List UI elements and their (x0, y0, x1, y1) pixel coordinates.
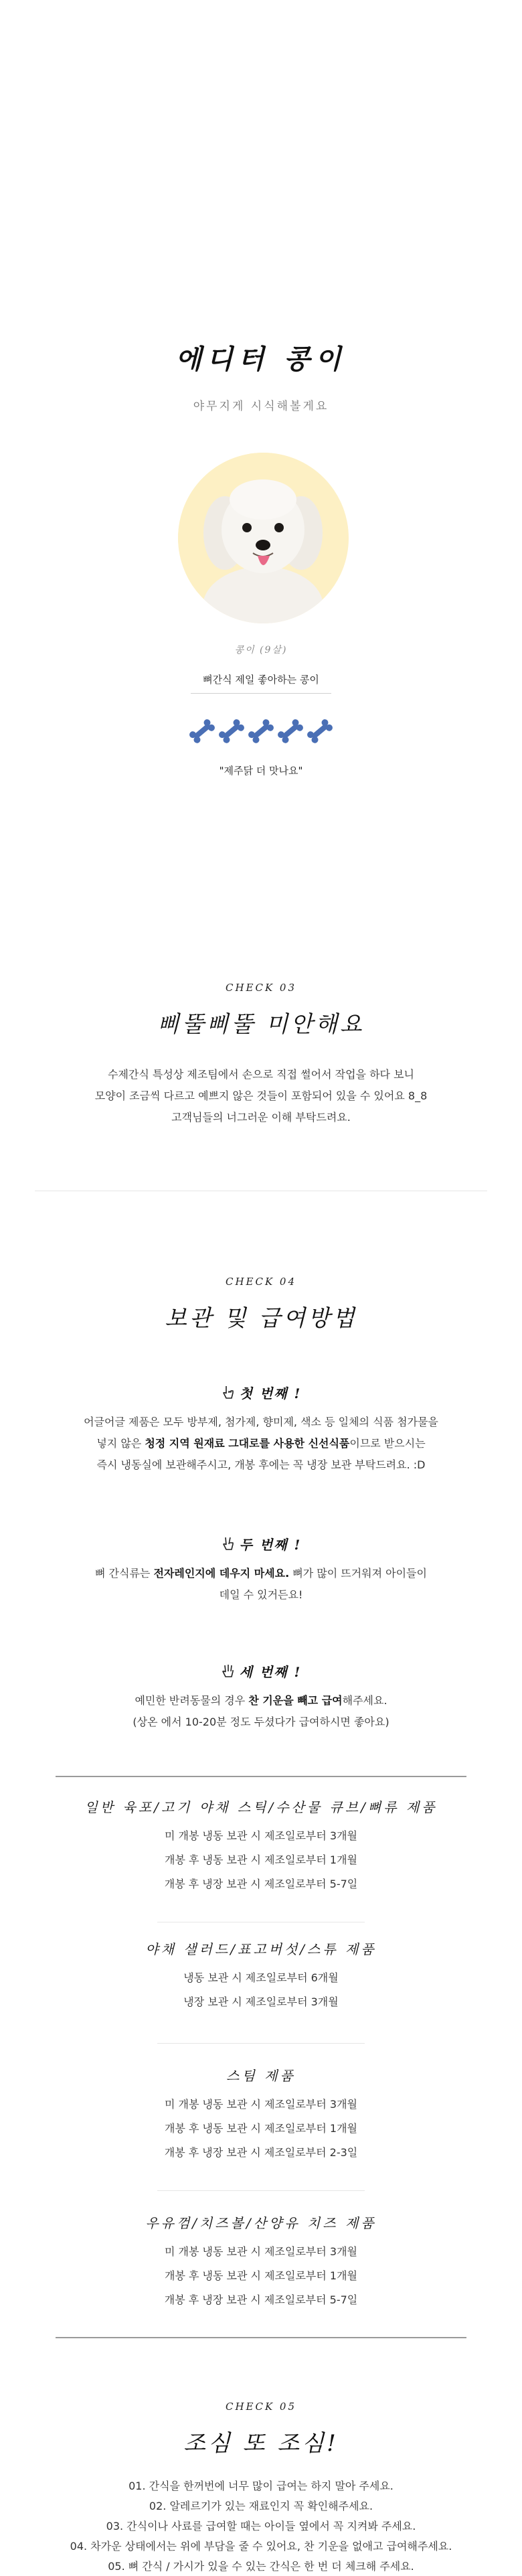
storage-divider (157, 2190, 365, 2191)
storage-line: 미 개봉 냉동 보관 시 제조일로부터 3개월 (165, 1829, 357, 1842)
dog-description: 뼈간식 제일 좋아하는 콩이 (191, 672, 331, 694)
storage-line: 개봉 후 냉동 보관 시 제조일로부터 1개월 (165, 2122, 357, 2135)
storage-line: 개봉 후 냉동 보관 시 제조일로부터 1개월 (165, 1853, 357, 1866)
storage-group (0, 1939, 522, 2014)
caution-line: 03. 간식이나 사료를 급여할 때는 아이들 옆에서 꼭 지켜봐 주세요. (106, 2520, 416, 2532)
step-title: 두 번째 ! (0, 1534, 522, 1554)
bone-rating (0, 716, 522, 746)
storage-title: 스팀 제품 (226, 2068, 296, 2084)
check05-section (0, 2401, 522, 2576)
step-title: 세 번째 ! (0, 1661, 522, 1681)
check03-line: 모양이 조금씩 다르고 예쁘지 않은 것들이 포함되어 있을 수 있어요 8_8 (94, 1089, 428, 1102)
storage-line: 개봉 후 냉장 보관 시 제조일로부터 5-7일 (164, 1878, 358, 1890)
three-fingers-hand-icon (221, 1663, 236, 1679)
editor-section (0, 338, 522, 413)
storage-title: 일반 육포/고기 야채 스틱/수산물 큐브/뼈류 제품 (84, 1799, 438, 1815)
check05-label: CHECK 05 (225, 2401, 297, 2413)
storage-group (0, 2212, 522, 2312)
step-2-body: 뼈 간식류는 전자레인지에 데우지 마세요. 뼈가 많이 뜨거워져 아이들이 데일 수 있거든요! (95, 1567, 427, 1601)
check03-line: 고객님들의 너그러운 이해 부탁드려요. (171, 1111, 351, 1124)
storage-line: 개봉 후 냉장 보관 시 제조일로부터 5-7일 (164, 2293, 358, 2306)
bone-icon (277, 716, 304, 746)
dog-name: 콩이 (9살) (234, 645, 288, 656)
check03-line: 수제간식 특성상 제조팀에서 손으로 직접 썰어서 작업을 하다 보니 (107, 1068, 414, 1081)
storage-title: 우유껌/치즈볼/산양유 치즈 제품 (145, 2215, 377, 2231)
check04-title: 보관 및 급여방법 (165, 1305, 357, 1332)
check05-title: 조심 또 조심! (183, 2430, 339, 2457)
check04-section (0, 1276, 522, 1333)
dog-quote: "제주닭 더 맛나요" (219, 765, 303, 777)
dog-avatar (178, 453, 349, 623)
bone-icon (248, 716, 274, 746)
step-1-body: 어글어글 제품은 모두 방부제, 첨가제, 향미제, 색소 등 일체의 식품 첨가물을 넣지 않은 청정 지역 원재료 그대로를 사용한 신선식품이므로 받으시는 즉시 냉동실에 보관해주시고, 개봉 후에는 꼭 냉장 보관 부탁드려요. :D (84, 1416, 438, 1471)
caution-line: 02. 알레르기가 있는 재료인지 꼭 확인해주세요. (149, 2500, 373, 2512)
check03-label: CHECK 03 (225, 982, 297, 994)
step-title: 첫 번째 ! (0, 1383, 522, 1402)
editor-subtitle: 야무지게 시식해볼게요 (193, 400, 329, 413)
bone-icon (189, 716, 215, 746)
check03-section (0, 982, 522, 1128)
peace-hand-icon (221, 1536, 236, 1552)
check04-label: CHECK 04 (225, 1276, 297, 1288)
storage-group (0, 2065, 522, 2165)
storage-top-rule (56, 1776, 466, 1777)
storage-divider (157, 2043, 365, 2044)
check05-body (0, 2476, 522, 2576)
storage-group (0, 1797, 522, 1896)
step-3-body: 예민한 반려동물의 경우 찬 기운을 빼고 급여해주세요. (상온 에서 10-20분 정도 두셨다가 급여하시면 좋아요) (133, 1694, 389, 1728)
storage-title: 야채 샐러드/표고버섯/스튜 제품 (145, 1941, 377, 1957)
check03-body (0, 1064, 522, 1128)
step-3 (0, 1661, 522, 1733)
step-2 (0, 1534, 522, 1606)
editor-title: 에디터 콩이 (175, 344, 347, 375)
caution-line: 04. 차가운 상태에서는 위에 부담을 줄 수 있어요, 찬 기운을 없애고 급여해주세요. (70, 2540, 452, 2553)
bone-icon (307, 716, 333, 746)
pointing-hand-icon (221, 1385, 236, 1401)
caution-line: 01. 간식을 한꺼번에 너무 많이 급여는 하지 말아 주세요. (128, 2480, 394, 2492)
storage-line: 냉장 보관 시 제조일로부터 3개월 (183, 1995, 339, 2008)
bone-icon (218, 716, 245, 746)
step-1 (0, 1383, 522, 1476)
check03-title: 삐뚤삐뚤 미안해요 (157, 1011, 365, 1038)
storage-line: 개봉 후 냉장 보관 시 제조일로부터 2-3일 (164, 2146, 358, 2159)
dog-photo-illustration (178, 453, 349, 623)
storage-line: 미 개봉 냉동 보관 시 제조일로부터 3개월 (165, 2245, 357, 2258)
storage-line: 개봉 후 냉동 보관 시 제조일로부터 1개월 (165, 2269, 357, 2282)
storage-line: 미 개봉 냉동 보관 시 제조일로부터 3개월 (165, 2098, 357, 2111)
caution-line: 05. 뼈 간식 / 가시가 있을 수 있는 간식은 한 번 더 체크해 주세요. (108, 2560, 414, 2573)
storage-bottom-rule (56, 2337, 466, 2338)
storage-line: 냉동 보관 시 제조일로부터 6개월 (183, 1971, 339, 1984)
